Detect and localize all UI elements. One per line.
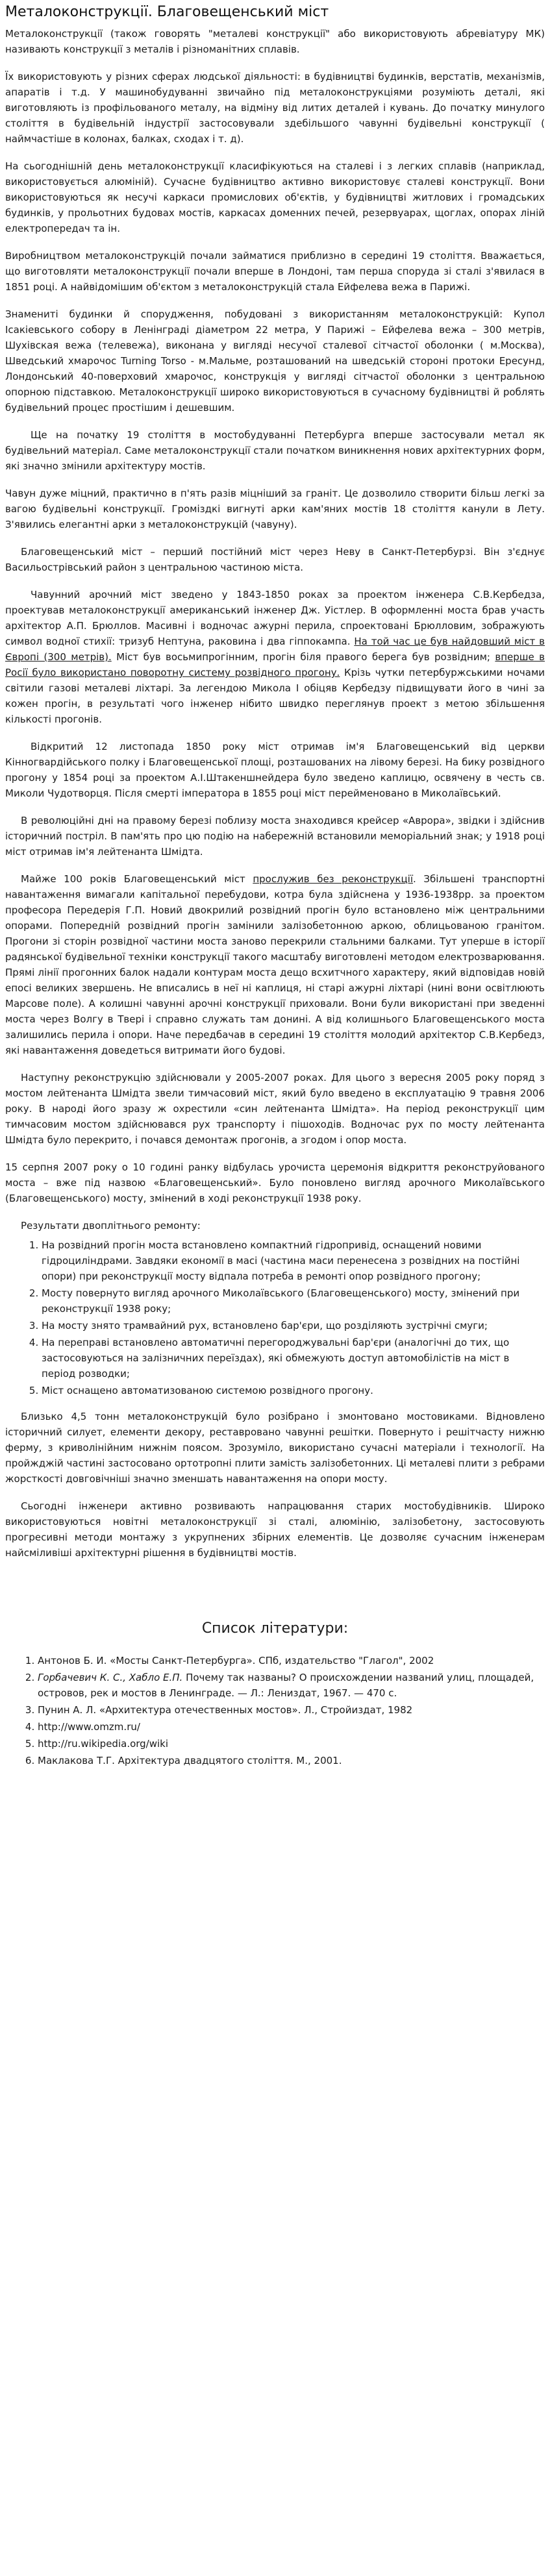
paragraph-intro: Металоконструкції (також говорять "металеві конструкції" або використовують абревіатуру МК) називають конструкції з металів і різноманітних сплавів. — [5, 28, 545, 55]
reconstruction-underline: прослужив без реконструкції — [253, 873, 413, 885]
page-title: Металоконструкції. Благовещенський міст — [5, 4, 329, 20]
reconstruction-text-b: . Збільшені транспортні навантаження вимагали капітальної перебудови, котра була здійснена у 1936-1938рр. за проектом професора Передерія Г.П. Новий двокрилий розвідний прогін було встановлено між центральними опорами. Попередній розвідний прогін замінили залізобетонною аркою, облицьованою гранітом. Прогони зі сторін розвідної частини моста заново перекрили стальними балками. Тут уперше в історії радянської будівельної техніки конструкції такого масштабу виготовлені методом електрозварювання. Прямі лінії прогонних балок надали контурам моста дещо всхитчного характеру, який відповідав новій епосі великих звершень. Не вписались в неї ні каплиця, ні старі ажурні ліхтарі (нині вони освітлюють Марсове поле). А колишні чавунні арочні конструкції приховали. Вони були використані при зведенні моста через Волгу в Твері і справно служать там донині. А від колишнього Благовещенського моста залишились перила і опори. Наче передбачав в середині 19 століття молодий архітектор С.В.Кербедз, які навантаження доведеться витримати його будові. — [5, 873, 545, 1056]
reference-item: 4. http://www.omzm.ru/ — [38, 1719, 545, 1735]
references-list — [5, 1653, 545, 1768]
paragraph-blagoveshchensky-intro: Благовещенський міст – перший постійний міст через Неву в Санкт-Петербурзі. Він з'єднує Васильострівський район з центральною частиною міста. — [5, 546, 545, 573]
paragraph-petersburg-bridges: Ще на початку 19 століття в мостобудуванні Петербурга вперше застосували метал як будівельний матеріал. Саме металоконструкції стали початком виникнення нових архітектурних форм, які значно змінили архітектуру мостів. — [5, 429, 545, 472]
paragraph-reconstruction-1936 — [5, 871, 545, 1058]
paragraph-cast-iron: Чавун дуже міцний, практично в п'ять разів міцніший за граніт. Це дозволило створити більш легкі за вагою будівельні конструкції. Громіздкі вигнуті арки кам'яних мостів 18 століття канули в Лету. З'явились елегантні арки з металоконструкцій (чавуну). — [5, 488, 545, 530]
paragraph-restoration: Близько 4,5 тонн металоконструкцій було розібрано і змонтовано мостовиками. Відновлено історичний силует, елементи декору, реставровано чавунні решітки. Повернуто і решітчасту нижню ферму, з криволінійним нижнім поясом. Зрозуміло, використано сучасні матеріали і технології. На пройжджій частині застосовано ортотропні плити замість залізобетонних. Ці металеві плити з ребрами жорсткості довговічніші значно зменшать навантаження на опори мосту. — [5, 1411, 545, 1485]
paragraph-usage: Їх використовують у різних сферах людської діяльності: в будівництві будинків, верстатів, механізмів, апаратів і т.д. У машинобудуванні звичайно під металоконструкціями розуміють деталі, які виготовляють із профільованого металу, на відміну від литих деталей і кувань. До початку минулого століття в будівельній індустрії застосовували здебільшого чавунні будівельні конструкції ( наймчастіше в колонах, балках, сходах і т. д). — [5, 71, 545, 145]
reconstruction-text-a: Майже 100 років Благовещенський міст — [21, 873, 253, 885]
paragraph-history: Виробництвом металоконструкцій почали займатися приблизно в середині 19 століття. Вважається, що виготовляти металоконструкції почали вперше в Лондоні, там перша споруда зі сталі з'явилася в 1851 році. А найвідомішим об'єктом з металоконструкцій стала Ейфелева вежа в Парижі. — [5, 250, 545, 293]
list-item: 5. Міст оснащено автоматизованою системою розвідного прогону. — [42, 1383, 545, 1398]
paragraph-famous-buildings: Знаменитi будинки й спорудження, побудовані з використанням металоконструкцій: Купол Ісакіевського собору в Ленінграді діаметром 22 метра, У Парижі – Ейфелева вежа – 300 метрів, Шухівская вежа (телевежа), виконана у вигляді несучої сталевої сітчастої оболонки ( м.Москва), Шведський хмарочос Turning Torso - м.Мальме, розташований на шведській стороні протоки Ересунд, Лондонський 40-поверховий хмарочос, конструкція у вигляді сітчастої оболонки з центральною опорною підставкою. Металоконструкції широко використовуються в сучасному будівництві й роблять будівельний процес простішим і дешевшим. — [5, 308, 545, 414]
paragraph-opening: Відкритий 12 листопада 1850 року міст отримав ім'я Благовещенський від церкви Кінногвардійського полку і Благовещенської площі, розташованих на лівому березі. На бику розвідного прогону у 1854 році за проектом А.І.Штакеншнейдера було зведено каплицю, освячену в честь св. Миколи Чудотворця. Після смерті імператора в 1855 році міст перейменовано в Миколаївський. — [5, 741, 545, 799]
construction-text-b: Міст був восьмипрогінним, прогін біля правого берега був розвідним; — [111, 651, 490, 663]
list-item: 1. На розвідний прогін моста встановлено компактний гідропривід, оснащений новими гідроциліндрами. Завдяки економії в масі (частина маси перенесена з розвідних на постійні опори) при реконструкції мосту відпала потреба в ремонті опор розвідного прогону; — [42, 1237, 545, 1284]
list-item: 4. На переправі встановлено автоматичні перегороджувальні бар'єри (аналогічні до тих, що застосовуються на залізничних переїздах), які обмежують доступ автомобілістів на міст в період розводки; — [42, 1335, 545, 1381]
paragraph-revolution: В революційні дні на правому березі поблизу моста знаходився крейсер «Аврора», звідки і здійснив історичний постріл. В пам'ять про цю подію на набережній встановили меморіальний знак; у 1918 році міст отримав ім'я лейтенанта Шмідта. — [5, 815, 545, 858]
construction-text-c: Крізь чутки петербуржськими ночами світили газові металеві ліхтарі. За легендою Микола І обіцяв Кербедзу підвищувати його в чині за кожен прогін, в результаті чого інженер нібито швидко переглянув проект з метою збільшення кількості прогонів. — [5, 667, 545, 725]
list-item: 2. Мосту повернуто вигляд арочного Миколаївського (Благовещенського) мосту, змінений при реконструкції 1938 року; — [42, 1285, 545, 1317]
paragraph-modern: Сьогодні інженери активно розвивають напрацювання старих мостобудівників. Широко використовуються новітні металоконструкції зі сталі, алюмінію, залізобетону, застосовують прогресивні методи монтажу з укрупнених збірних елементів. Це дозволяє сучасним інженерам найсміливіші архітектурні рішення в будівництві мостів. — [5, 1500, 545, 1559]
reference-item: 1. Антонов Б. И. «Мосты Санкт-Петербурга». СПб, издательство "Глагол", 2002 — [38, 1653, 545, 1668]
reference-item: 6. Маклакова Т.Г. Архітектура двадцятого століття. М., 2001. — [38, 1753, 545, 1768]
paragraph-opening-2007: 15 серпня 2007 року о 10 годині ранку відбулась урочиста церемонія відкриття реконструйованого моста – вже під назвою «Благовещенський». Було поновлено вигляд арочного Миколаївського (Благовещенського) мосту, змінений в ході реконструкції 1938 року. — [5, 1161, 545, 1204]
construction-underline-1: На той час це був найдовший міст в Європі (300 метрів). — [5, 636, 545, 663]
paragraph-classification: На сьогоднішній день металоконструкції класифікуються на сталеві і з легких сплавів (наприклад, використовується алюміній). Сучасне будівництво активно використовує сталеві конструкції. Вони використовуються як несучі каркаси промислових об'єктів, у будівництві житлових і громадських будинків, у прольотних будовах мостів, каркасах доменних печей, резервуарах, щоглах, опорах ліній електропередач та ін. — [5, 160, 545, 234]
reference-item: 2. Горбачевич К. С., Хабло Е.П. Почему так названы? О происхождении названий улиц, площадей, островов, рек и мостов в Ленинграде. — Л.: Лениздат, 1967. — 470 с. — [38, 1670, 545, 1701]
list-item: 3. На мосту знято трамвайний рух, встановлено бар'єри, що розділяють зустрічні смуги; — [42, 1318, 545, 1333]
construction-underline-2: вперше в Росії було використано поворотну систему розвідного прогону. — [5, 651, 545, 678]
paragraph-reconstruction-2005: Наступну реконструкцію здійснювали у 2005-2007 роках. Для цього з вересня 2005 року поряд з мостом лейтенанта Шмідта звели тимчасовий міст, який було введено в експлуатацію 9 травня 2006 року. В народі його зразу ж охрестили «син лейтенанта Шмідта». На період реконструкції цим тимчасовим мостом здійснювався рух транспорту і пішоходів. Водночас рух по мосту лейтенанта Шмідта було перекрито, і почався демонтаж прогонів, а згодом і опор моста. — [5, 1072, 545, 1146]
paragraph-construction — [5, 587, 545, 727]
construction-text-a: Чавунний арочний міст зведено у 1843-1850 роках за проектом інженера С.В.Кербедза, проектував металоконструкції американський інженер Дж. Уістлер. В оформленні моста брав участь архітектор А.П. Брюллов. Масивні і водночас ажурні перила, спроектовані Брюлловим, зображують символ водної стихії: тризуб Нептуна, раковина і два гіппокампа. — [5, 589, 545, 647]
results-list — [5, 1237, 545, 1398]
references-title: Список літератури: — [201, 1620, 349, 1637]
reference-item: 5. http://ru.wikipedia.org/wiki — [38, 1736, 545, 1752]
results-intro: Результати двоплітнього ремонту: — [21, 1220, 201, 1232]
reference-item: 3. Пунин А. Л. «Архитектура отечественных мостов». Л., Стройиздат, 1982 — [38, 1702, 545, 1718]
